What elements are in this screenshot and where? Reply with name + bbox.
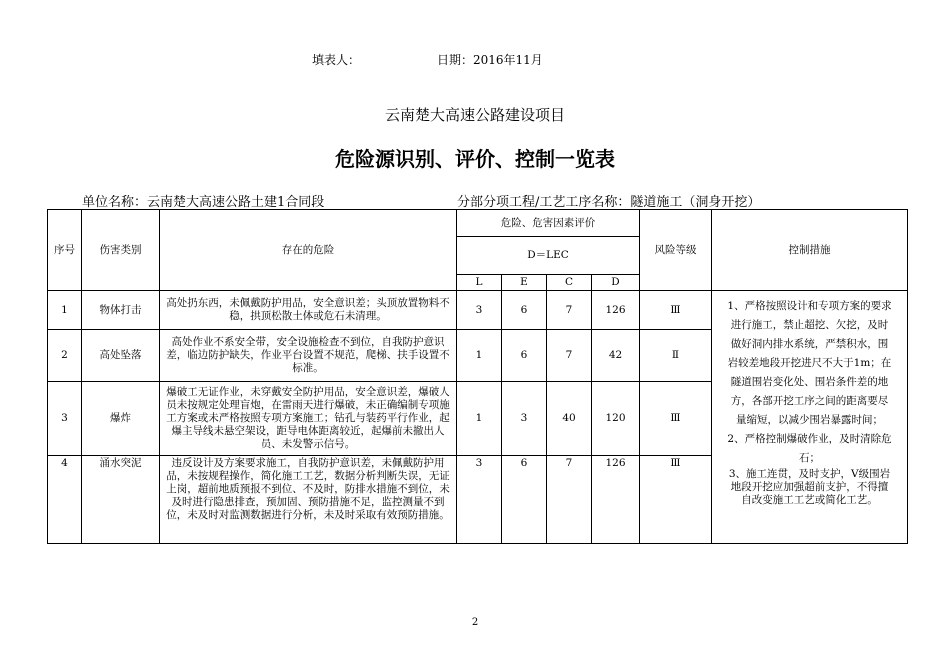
row-l: 1 [457, 382, 502, 456]
row-l: 1 [457, 330, 502, 382]
unit-name: 单位名称：云南楚大高速公路土建1合同段 [82, 195, 325, 210]
row-category: 爆炸 [82, 382, 160, 456]
row-e: 6 [502, 456, 547, 544]
process-name: 分部分项工程/工艺工序名称：隧道施工（洞身开挖） [457, 195, 761, 210]
header-seq: 序号 [48, 210, 82, 291]
row-hazard: 爆破工无证作业，未穿戴安全防护用品，安全意识差，爆破人员未按规定处理盲炮，在雷雨天进行爆破，未正确编制专项施工方案或未严格按照专项方案施工；钻孔与装药平行作业，起爆主导线未悬空架设，距导电体距离较近，起爆前未撤出人员、未发警示信号。 [160, 382, 457, 456]
row-seq: 3 [48, 382, 82, 456]
control-line: 量缩短，以减少围岩暴露时间； [736, 414, 883, 426]
row-c: 7 [547, 456, 592, 544]
row-hazard: 违反设计及方案要求施工，自我防护意识差，未佩戴防护用品，未按规程操作，简化施工工艺，数据分析判断失误，无证上岗，超前地质预报不到位、不及时，防排水措施不到位，未及时进行隐患排查，预加固、预防措施不足，监控测量不到位，未及时对监测数据进行分析，未及时采取有效预防措施。 [160, 456, 457, 544]
filler-label: 填表人： [312, 53, 361, 67]
control-line: 进行施工，禁止超挖、欠挖，及时 [730, 319, 889, 331]
header-risk-level: 风险等级 [640, 210, 712, 291]
control-line: 3、施工连贯，及时支护，Ⅴ级围岩 [728, 468, 891, 480]
control-line: 地段开挖应加强超前支护，不得擅 [730, 481, 889, 493]
table-row [48, 291, 908, 330]
header-control: 控制措施 [712, 210, 908, 291]
row-seq: 1 [48, 291, 82, 330]
date-text: 日期：2016年11月 [437, 53, 543, 67]
header-e: E [502, 275, 547, 291]
row-d: 126 [592, 291, 640, 330]
header-category: 伤害类别 [82, 210, 160, 291]
row-l: 3 [457, 291, 502, 330]
row-e: 6 [502, 291, 547, 330]
control-line: 自改变施工工艺或简化工艺。 [741, 494, 878, 506]
control-line: 方，各部开挖工序之间的距离要尽 [730, 395, 889, 407]
control-measures [712, 291, 908, 544]
header-l: L [457, 275, 502, 291]
control-line: 2、严格控制爆破作业，及时清除危 [727, 433, 892, 445]
control-line: 做好洞内排水系统，严禁积水，围 [730, 338, 889, 350]
row-risk-level: Ⅱ [640, 330, 712, 382]
page-number: 2 [471, 617, 479, 628]
control-line: 石； [799, 452, 820, 464]
row-d: 126 [592, 456, 640, 544]
control-line: 岩较差地段开挖进尺不大于1m；在 [727, 357, 892, 369]
document-title: 危险源识别、评价、控制一览表 [335, 147, 615, 171]
header-d: D [592, 275, 640, 291]
header-evaluation: 危险、危害因素评价 [457, 210, 640, 237]
project-name: 云南楚大高速公路建设项目 [384, 106, 565, 124]
row-d: 120 [592, 382, 640, 456]
header-formula: D＝LEC [457, 237, 640, 275]
row-c: 7 [547, 330, 592, 382]
control-line: 隧道围岩变化处、围岩条件差的地 [730, 376, 889, 388]
row-risk-level: Ⅲ [640, 382, 712, 456]
row-category: 物体打击 [82, 291, 160, 330]
row-risk-level: Ⅲ [640, 291, 712, 330]
row-c: 7 [547, 291, 592, 330]
header-c: C [547, 275, 592, 291]
row-d: 42 [592, 330, 640, 382]
row-l: 3 [457, 456, 502, 544]
row-e: 3 [502, 382, 547, 456]
hazard-table [47, 209, 908, 544]
header-hazard: 存在的危险 [160, 210, 457, 291]
row-hazard: 高处作业不系安全带，安全设施检查不到位，自我防护意识差，临边防护缺失，作业平台设置不规范，爬梯、扶手设置不标准。 [160, 330, 457, 382]
row-risk-level: Ⅲ [640, 456, 712, 544]
row-hazard: 高处扔东西，未佩戴防护用品，安全意识差；头顶放置物料不稳，拱顶松散土体或危石未清理。 [160, 291, 457, 330]
row-seq: 4 [48, 456, 82, 544]
row-c: 40 [547, 382, 592, 456]
row-e: 6 [502, 330, 547, 382]
row-category: 涌水突泥 [82, 456, 160, 544]
row-seq: 2 [48, 330, 82, 382]
control-line: 1、严格按照设计和专项方案的要求 [727, 300, 892, 312]
row-category: 高处坠落 [82, 330, 160, 382]
